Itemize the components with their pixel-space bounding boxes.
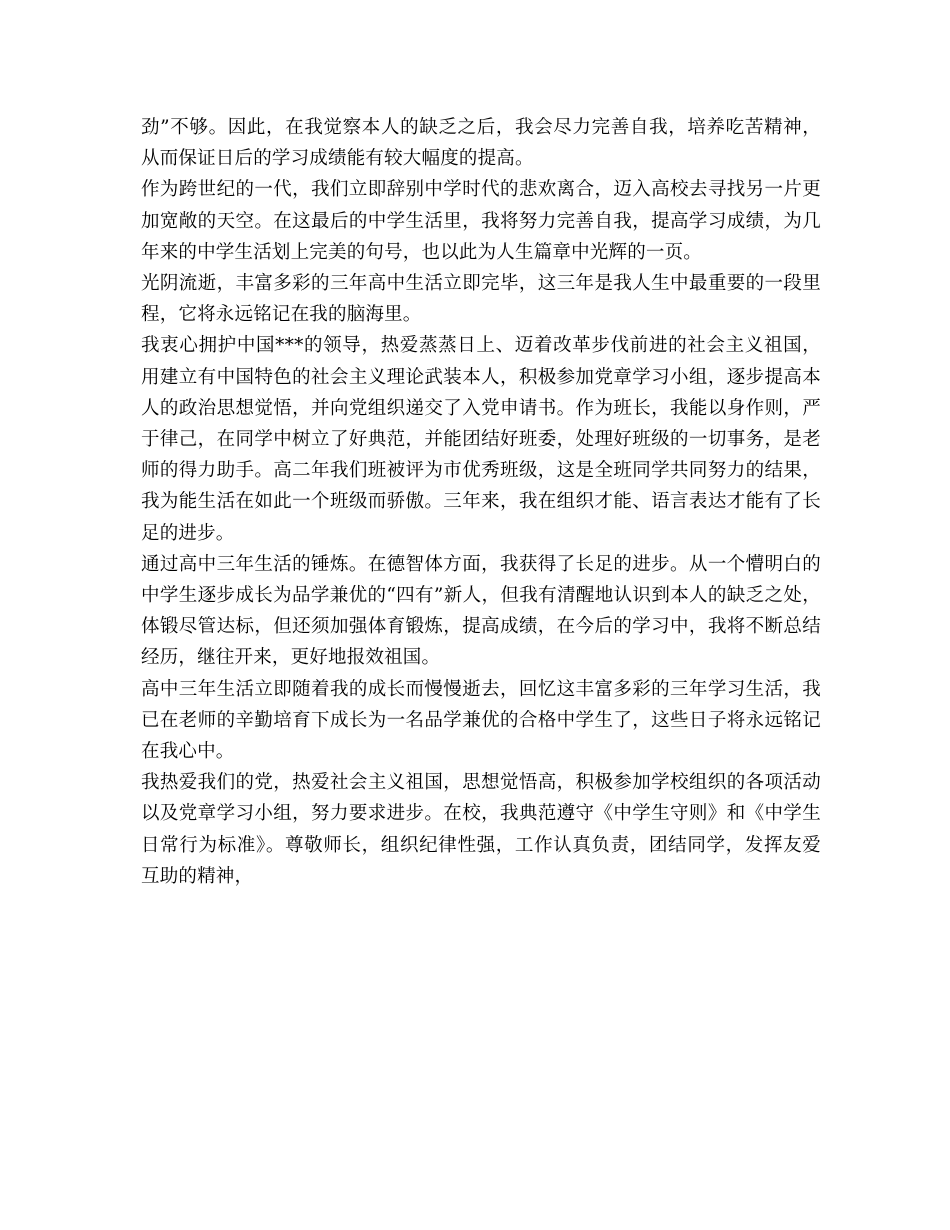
document-body [141, 112, 821, 892]
paragraph: 通过高中三年生活的锤炼。在德智体方面，我获得了长足的进步。从一个懵明白的中学生逐步成长为品学兼优的“四有”新人，但我有清醒地认识到本人的缺乏之处，体锻尽管达标，但还须加强体育锻炼，提高成绩，在今后的学习中，我将不断总结经历，继往开来，更好地报效祖国。 [141, 553, 821, 669]
paragraph: 我热爱我们的党，热爱社会主义祖国，思想觉悟高，积极参加学校组织的各项活动以及党章学习小组，努力要求进步。在校，我典范遵守《中学生守则》和《中学生日常行为标准》。尊敬师长，组织纪律性强，工作认真负责，团结同学，发挥友爱互助的精神， [141, 772, 821, 887]
paragraph: 作为跨世纪的一代，我们立即辞别中学时代的悲欢离合，迈入高校去寻找另一片更加宽敞的天空。在这最后的中学生活里，我将努力完善自我，提高学习成绩，为几年来的中学生活划上完美的句号，也以此为人生篇章中光辉的一页。 [141, 179, 821, 263]
paragraph: 光阴流逝，丰富多彩的三年高中生活立即完毕，这三年是我人生中最重要的一段里程，它将永远铭记在我的脑海里。 [141, 273, 821, 326]
paragraph: 劲”不够。因此，在我觉察本人的缺乏之后，我会尽力完善自我，培养吃苦精神，从而保证日后的学习成绩能有较大幅度的提高。 [141, 117, 821, 170]
paragraph: 高中三年生活立即随着我的成长而慢慢逝去，回忆这丰富多彩的三年学习生活，我已在老师的辛勤培育下成长为一名品学兼优的合格中学生了，这些日子将永远铭记在我心中。 [141, 678, 821, 763]
paragraph: 我衷心拥护中国***的领导，热爱蒸蒸日上、迈着改革步伐前进的社会主义祖国，用建立有中国特色的社会主义理论武装本人，积极参加党章学习小组，逐步提高本人的政治思想觉悟，并向党组织递交了入党申请书。作为班长，我能以身作则，严于律己，在同学中树立了好典范，并能团结好班委，处理好班级的一切事务，是老师的得力助手。高二年我们班被评为市优秀班级，这是全班同学共同努力的结果，我为能生活在如此一个班级而骄傲。三年来，我在组织才能、语言表达才能有了长足的进步。 [141, 335, 821, 544]
